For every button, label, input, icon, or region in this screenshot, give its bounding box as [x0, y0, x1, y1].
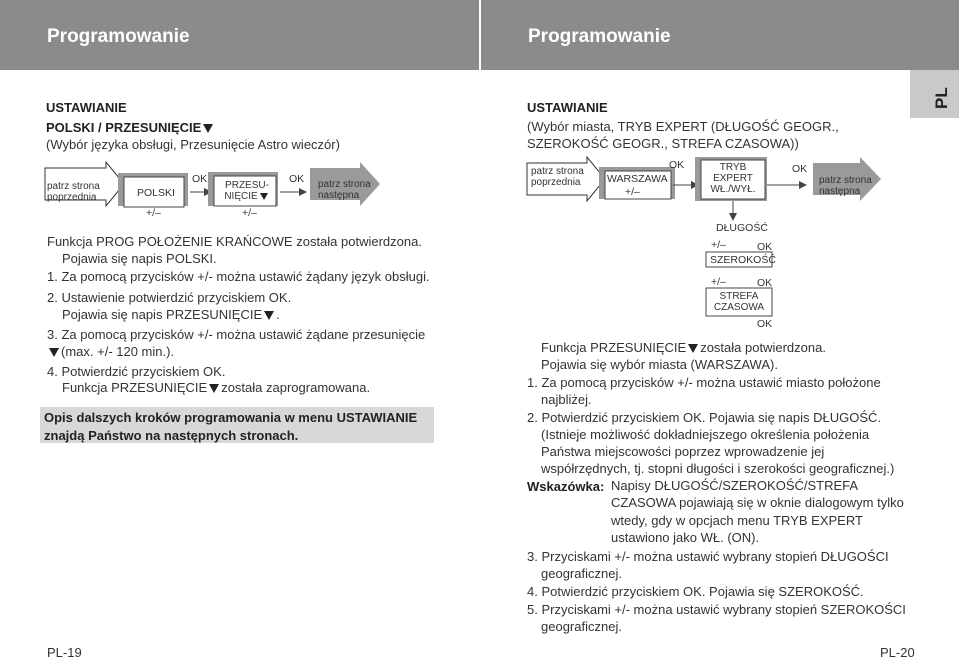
right-heading-3: SZEROKOŚĆ GEOGR., STREFA CZASOWA)) [527, 136, 799, 151]
right-line-13: geograficznej. [541, 619, 622, 634]
right-line-1 [541, 339, 826, 356]
przesuniecie-box [218, 180, 276, 202]
right-heading-1: USTAWIANIE [527, 100, 608, 115]
hint-line-3: wtedy, gdy w opcjach menu TRYB EXPERT [611, 512, 863, 528]
left-line-5: Pojawia się napis PRZESUNIĘCIE . [62, 307, 280, 322]
further-steps-note [40, 407, 434, 443]
right-page-title: Programowanie [528, 26, 671, 47]
left-line-4: 2. Ustawienie potwierdzić przyciskiem OK. [47, 290, 292, 305]
left-ok-2: OK [289, 173, 305, 185]
left-header-bar [0, 0, 479, 70]
left-prev-label [47, 181, 100, 203]
triangle-down-icon [260, 193, 268, 200]
triangle-down-icon [209, 384, 219, 393]
left-line-9-tail: została zaprogramowana. [221, 380, 371, 395]
tryb-line-2: EXPERT [713, 173, 753, 184]
right-next-line-1: patrz strona [819, 175, 872, 186]
strefa-line-2: CZASOWA [713, 302, 765, 313]
left-heading-3: (Wybór języka obsługi, Przesunięcie Astro wieczór) [46, 137, 340, 152]
right-heading-2: (Wybór miasta, TRYB EXPERT (DŁUGOŚĆ GEOGR., [527, 119, 839, 134]
hint-line-4: ustawiono jako WŁ. (ON). [611, 529, 760, 545]
left-heading-2-text: POLSKI / PRZESUNIĘCIE [46, 120, 202, 135]
right-line-3: 1. Za pomocą przycisków +/- można ustawić miasto położone [527, 375, 881, 390]
left-line-3: 1. Za pomocą przycisków +/- można ustawić żądany język obsługi. [47, 269, 430, 284]
left-plusminus-1: +/– [146, 207, 161, 219]
sub-plusminus-1: +/– [711, 239, 726, 251]
right-line-10: geograficznej. [541, 566, 622, 581]
left-page-title: Programowanie [47, 26, 190, 47]
strefa-czasowa-box [706, 291, 772, 313]
przesuniecie-line-2: NIĘCIE [224, 191, 258, 202]
dlugosc-label: DŁUGOŚĆ [716, 222, 768, 234]
right-line-5: 2. Potwierdzić przyciskiem OK. Pojawia się napis DŁUGOŚĆ. [527, 410, 882, 425]
left-next-label [318, 179, 371, 201]
connector-down-arrow [729, 213, 737, 221]
right-line-7: Państwa miejscowości poprzez wprowadzenie jej [541, 444, 825, 459]
hint-line-2: CZASOWA pojawiają się w oknie dialogowym tylko [611, 495, 904, 511]
left-line-7 [47, 343, 174, 360]
right-line-9: 3. Przyciskami +/- można ustawić wybrany stopień DŁUGOŚCI [527, 549, 889, 564]
szerokosc-box: SZEROKOŚĆ [710, 254, 776, 266]
sub-plusminus-2: +/– [711, 276, 726, 288]
right-line-12: 5. Przyciskami +/- można ustawić wybrany stopień SZEROKOŚCI [527, 602, 906, 617]
sub-ok-3: OK [757, 318, 773, 330]
tryb-line-3: WŁ./WYŁ. [710, 184, 756, 195]
right-page-number: PL-20 [880, 645, 915, 660]
right-prev-line-2: poprzednia [531, 177, 581, 188]
right-prev-label [531, 166, 584, 188]
left-heading-1: USTAWIANIE [46, 100, 127, 115]
hint-label: Wskazówka: [527, 479, 605, 494]
strefa-line-1: STREFA [719, 291, 759, 302]
right-line-6: (Istnieje możliwość dokładniejszego określenia położenia [541, 427, 870, 442]
hint-text [611, 477, 904, 546]
left-line-9 [62, 379, 370, 396]
right-ok-1: OK [669, 159, 685, 171]
polski-box: POLSKI [137, 187, 175, 199]
przesuniecie-line-1: PRZESU- [225, 180, 269, 191]
left-plusminus-2: +/– [242, 207, 257, 219]
right-prev-line-1: patrz strona [531, 166, 584, 177]
tryb-line-1: TRYB [719, 162, 747, 173]
left-line-1: Funkcja PROG POŁOŻENIE KRAŃCOWE została potwierdzona. [47, 234, 422, 249]
right-line-2: Pojawia się wybór miasta (WARSZAWA). [541, 357, 778, 372]
right-plusminus-1: +/– [625, 186, 640, 198]
right-line-1-text: Funkcja PRZESUNIĘCIE [541, 340, 687, 355]
left-line-9-text: Funkcja PRZESUNIĘCIE [62, 380, 208, 395]
right-next-label [819, 175, 872, 197]
right-next-line-2: następna [819, 186, 861, 197]
right-line-4: najbliżej. [541, 392, 592, 407]
left-page-number: PL-19 [47, 645, 82, 660]
left-line-5-text: Pojawia się napis PRZESUNIĘCIE [62, 307, 263, 322]
sub-ok-1: OK [757, 241, 773, 253]
left-prev-line-2: poprzednia [47, 192, 97, 203]
language-tab [910, 70, 959, 118]
warszawa-box: WARSZAWA [607, 173, 668, 185]
triangle-down-icon [49, 348, 59, 357]
right-line-1-tail: została potwierdzona. [700, 340, 826, 355]
left-next-line-2: następna [318, 190, 360, 201]
hint-line-1: Napisy DŁUGOŚĆ/SZEROKOŚĆ/STREFA [611, 478, 859, 493]
left-ok-1: OK [192, 173, 208, 185]
language-tab-label: PL [932, 87, 951, 109]
left-line-8: 4. Potwierdzić przyciskiem OK. [47, 364, 226, 379]
left-heading-2 [46, 120, 215, 135]
left-prev-line-1: patrz strona [47, 181, 100, 192]
triangle-down-icon [688, 344, 698, 353]
connector-2-arrow [799, 181, 807, 189]
left-next-line-1: patrz strona [318, 179, 371, 190]
triangle-down-icon [203, 124, 213, 133]
right-header-bar [481, 0, 959, 70]
note-line-2: znajdą Państwo na następnych stronach. [44, 427, 299, 443]
triangle-down-icon [264, 311, 274, 320]
note-line-1: Opis dalszych kroków programowania w menu USTAWIANIE [44, 410, 418, 425]
tryb-expert-box [702, 162, 764, 195]
right-line-11: 4. Potwierdzić przyciskiem OK. Pojawia się SZEROKOŚĆ. [527, 584, 864, 599]
sub-ok-2: OK [757, 277, 773, 289]
right-line-8: współrzędnych, tj. stopni długości i szerokości geograficznej.) [541, 461, 895, 476]
left-line-6: 3. Za pomocą przycisków +/- można ustawić żądane przesunięcie [47, 327, 426, 342]
connector-2-arrow [299, 188, 307, 196]
left-line-2: Pojawia się napis POLSKI. [62, 251, 217, 266]
note-text [44, 409, 417, 444]
right-ok-2: OK [792, 163, 808, 175]
left-line-7-text: (max. +/- 120 min.). [61, 344, 175, 359]
